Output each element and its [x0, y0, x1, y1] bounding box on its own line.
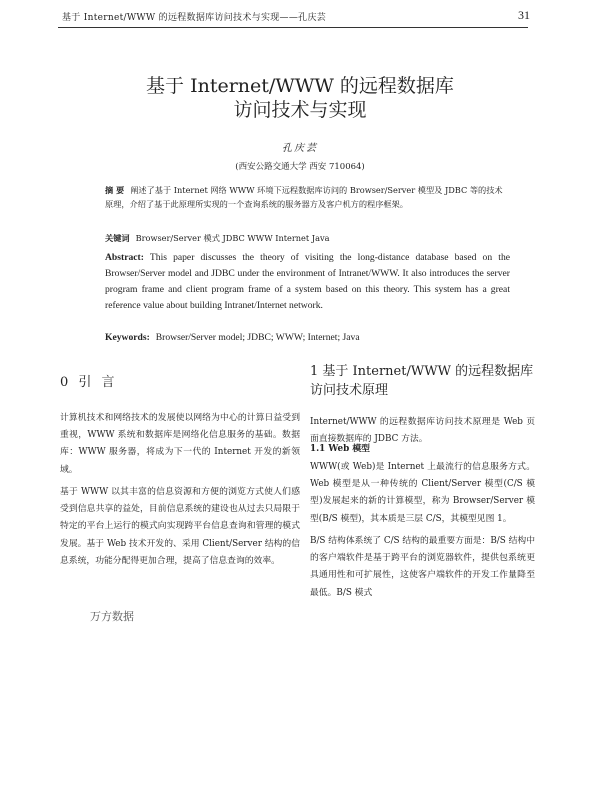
section-heading-intro: 0 引 言	[60, 375, 118, 390]
abstract-zh-text: 阐述了基于 Internet 网络 WWW 环境下远程数据库访问的 Browser/Server 模型及 JDBC 等的技术原理，介绍了基于此原理所实现的一个查询系统的服务器方及客户机方的程序框架。	[105, 185, 503, 209]
keywords-en-text: Browser/Server model; JDBC; WWW; Internet; Java	[155, 332, 360, 343]
keywords-zh-text: Browser/Server 模式 JDBC WWW Internet Java	[135, 233, 330, 243]
keywords-en	[105, 332, 510, 343]
author-name: 孔庆芸	[282, 143, 318, 154]
abstract-zh-label: 摘 要	[105, 185, 125, 195]
paper-title-line1: 基于 Internet/WWW 的远程数据库	[146, 75, 454, 97]
section1-paragraph-1: WWW(或 Web)是 Internet 上最流行的信息服务方式。Web 模型是从一种传统的 Client/Server 模型(C/S 模型)发展起来的新的计算模型，称为 Browser/Server 模型(B/S 模型)，其本质是三层 C/S，其模型见图 1。	[310, 462, 535, 524]
paper-title-line2: 访问技术与实现	[233, 99, 367, 121]
running-head: 基于 Internet/WWW 的远程数据库访问技术与实现——孔庆芸	[62, 13, 327, 23]
keywords-en-label: Keywords:	[105, 332, 150, 343]
watermark: 万方数据	[90, 610, 134, 623]
abstract-zh	[105, 183, 510, 211]
author-affiliation: (西安公路交通大学 西安 710064)	[235, 162, 365, 172]
abstract-en	[105, 250, 510, 314]
header-rule	[58, 27, 528, 28]
section1-paragraph-2: B/S 结构体系统了 C/S 结构的最重要方面是：B/S 结构中的客户端软件是基于跨平台的浏览器软件，提供包系统更具通用性和可扩展性，这使客户端软件的开发工作量降至最低。B/S 模式	[310, 536, 535, 598]
keywords-zh	[105, 233, 510, 244]
page-number: 31	[518, 8, 530, 22]
intro-paragraph-1: 计算机技术和网络技术的发展使以网络为中心的计算日益受到重视，WWW 系统和数据库是网络化信息服务的基础。数据库：WWW 服务器，将成为下一代的 Internet 开发的新领域。	[60, 413, 300, 475]
abstract-en-label: Abstract:	[105, 252, 144, 263]
intro-paragraph-2: 基于 WWW 以其丰富的信息资源和方便的浏览方式使人们感受到信息共享的益处，目前信息系统的建设也从过去只局限于特定的平台上运行的模式向实现跨平台信息查询和管理的模式发展。基于 Web 技术开发的、采用 Client/Server 结构的信息系统，功能分配得更加合理，提高了信息查询的效率。	[60, 487, 300, 566]
abstract-en-text: This paper discusses the theory of visiting the long-distance database based on the Browser/Server model and JDBC under the environment of Intranet/WWW. It also introduces the server program frame and client program frame of a system based on this theory. This system has a great reference value about building Intranet/Internet network.	[105, 252, 510, 311]
keywords-zh-label: 关键词	[105, 233, 130, 243]
subsection-heading-1-1: 1.1 Web 模型	[310, 444, 370, 454]
section1-intro: Internet/WWW 的远程数据库访问技术原理是 Web 页面直接数据库的 JDBC 方法。	[310, 417, 535, 445]
section-heading-1: 1 基于 Internet/WWW 的远程数据库访问技术原理	[310, 364, 534, 398]
